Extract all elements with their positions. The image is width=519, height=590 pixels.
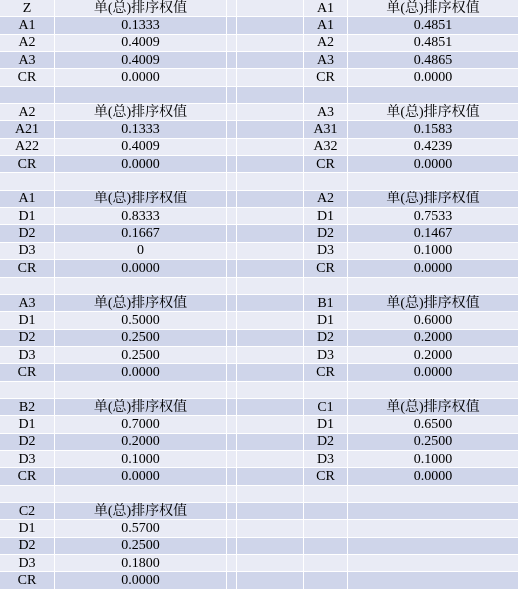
- row-value: 0.7000: [55, 416, 227, 433]
- row-label: CR: [0, 69, 55, 86]
- blank-cell: [304, 503, 348, 520]
- spacer-cell: [237, 330, 304, 347]
- spacer-cell: [227, 312, 237, 329]
- table-header-label: A3: [0, 295, 55, 312]
- row-value: 0.1667: [55, 225, 227, 242]
- spacer-cell: [227, 382, 237, 399]
- spacer-cell: [227, 225, 237, 242]
- spacer-cell: [237, 156, 304, 173]
- blank-cell: [304, 382, 348, 399]
- spacer-cell: [227, 156, 237, 173]
- row-value: 0.4009: [55, 139, 227, 156]
- row-value: 0.0000: [55, 364, 227, 381]
- blank-cell: [237, 382, 304, 399]
- spacer-cell: [237, 347, 304, 364]
- row-label: CR: [304, 364, 348, 381]
- blank-cell: [304, 572, 348, 589]
- blank-cell: [348, 278, 519, 295]
- table-header-label: C2: [0, 503, 55, 520]
- spacer-cell: [227, 191, 237, 208]
- table-header-label: A1: [0, 191, 55, 208]
- row-label: D3: [304, 451, 348, 468]
- row-label: D1: [304, 416, 348, 433]
- row-label: D2: [304, 225, 348, 242]
- blank-cell: [304, 486, 348, 503]
- table-header-label: C1: [304, 399, 348, 416]
- table-header-title: 单(总)排序权值: [348, 0, 519, 17]
- row-value: 0.2000: [348, 330, 519, 347]
- row-value: 0.2500: [55, 538, 227, 555]
- row-value: 0.0000: [55, 260, 227, 277]
- row-value: 0.6000: [348, 312, 519, 329]
- row-value: 0.1000: [348, 451, 519, 468]
- blank-cell: [304, 555, 348, 572]
- row-label: A2: [0, 35, 55, 52]
- row-label: D1: [0, 416, 55, 433]
- row-label: A31: [304, 121, 348, 138]
- blank-cell: [237, 538, 304, 555]
- spacer-cell: [237, 208, 304, 225]
- spacer-cell: [237, 468, 304, 485]
- spacer-cell: [227, 0, 237, 17]
- row-label: CR: [304, 260, 348, 277]
- row-value: 0.8333: [55, 208, 227, 225]
- spacer-cell: [237, 35, 304, 52]
- row-label: D2: [0, 330, 55, 347]
- row-value: 0.0000: [348, 364, 519, 381]
- row-value: 0.4009: [55, 52, 227, 69]
- row-label: CR: [0, 468, 55, 485]
- table-header-label: B1: [304, 295, 348, 312]
- spacer-cell: [237, 451, 304, 468]
- spacer-cell: [237, 399, 304, 416]
- row-label: A21: [0, 121, 55, 138]
- spacer-cell: [237, 0, 304, 17]
- spacer-cell: [237, 225, 304, 242]
- spacer-cell: [237, 139, 304, 156]
- row-label: D1: [304, 312, 348, 329]
- row-label: A32: [304, 139, 348, 156]
- row-value: 0.0000: [55, 572, 227, 589]
- row-value: 0.1333: [55, 121, 227, 138]
- spacer-cell: [237, 52, 304, 69]
- row-label: D3: [304, 243, 348, 260]
- spacer-cell: [227, 260, 237, 277]
- row-label: CR: [0, 260, 55, 277]
- spacer-cell: [227, 538, 237, 555]
- row-label: A1: [304, 17, 348, 34]
- row-value: 0.2500: [55, 347, 227, 364]
- spacer-cell: [237, 121, 304, 138]
- spacer-cell: [237, 364, 304, 381]
- row-label: D2: [0, 538, 55, 555]
- blank-cell: [304, 87, 348, 104]
- table-header-title: 单(总)排序权值: [55, 399, 227, 416]
- row-value: 0.1800: [55, 555, 227, 572]
- blank-cell: [237, 555, 304, 572]
- row-label: D3: [0, 555, 55, 572]
- row-label: D2: [304, 434, 348, 451]
- row-label: D1: [0, 520, 55, 537]
- blank-cell: [237, 87, 304, 104]
- row-label: CR: [0, 364, 55, 381]
- row-value: 0.4851: [348, 17, 519, 34]
- spacer-cell: [227, 572, 237, 589]
- row-value: 0.0000: [55, 468, 227, 485]
- spacer-cell: [237, 243, 304, 260]
- row-label: D1: [304, 208, 348, 225]
- blank-cell: [237, 503, 304, 520]
- row-label: CR: [304, 69, 348, 86]
- blank-cell: [55, 278, 227, 295]
- row-value: 0.1583: [348, 121, 519, 138]
- blank-cell: [348, 503, 519, 520]
- table-header-label: Z: [0, 0, 55, 17]
- table-header-label: A3: [304, 104, 348, 121]
- blank-cell: [348, 538, 519, 555]
- table-header-title: 单(总)排序权值: [348, 104, 519, 121]
- spacer-cell: [227, 278, 237, 295]
- row-value: 0.4009: [55, 35, 227, 52]
- blank-cell: [348, 173, 519, 190]
- blank-cell: [55, 173, 227, 190]
- spacer-cell: [237, 434, 304, 451]
- blank-cell: [237, 572, 304, 589]
- spacer-cell: [237, 191, 304, 208]
- blank-cell: [55, 486, 227, 503]
- spacer-cell: [237, 260, 304, 277]
- table-header-label: A1: [304, 0, 348, 17]
- table-header-title: 单(总)排序权值: [55, 191, 227, 208]
- row-value: 0.4865: [348, 52, 519, 69]
- row-label: A2: [304, 35, 348, 52]
- table-header-title: 单(总)排序权值: [55, 0, 227, 17]
- row-value: 0: [55, 243, 227, 260]
- blank-cell: [348, 87, 519, 104]
- table-header-title: 单(总)排序权值: [348, 191, 519, 208]
- spacer-cell: [237, 295, 304, 312]
- row-label: D2: [0, 434, 55, 451]
- spacer-cell: [227, 555, 237, 572]
- row-label: D2: [0, 225, 55, 242]
- table-header-title: 单(总)排序权值: [348, 295, 519, 312]
- spacer-cell: [227, 503, 237, 520]
- blank-cell: [348, 382, 519, 399]
- spacer-cell: [227, 243, 237, 260]
- blank-cell: [0, 278, 55, 295]
- spacer-cell: [227, 87, 237, 104]
- row-value: 0.2000: [348, 347, 519, 364]
- row-label: D3: [0, 243, 55, 260]
- row-value: 0.0000: [348, 468, 519, 485]
- spacer-cell: [237, 17, 304, 34]
- blank-cell: [0, 486, 55, 503]
- spacer-cell: [227, 208, 237, 225]
- row-label: CR: [0, 572, 55, 589]
- row-label: D2: [304, 330, 348, 347]
- spacer-cell: [227, 364, 237, 381]
- row-label: A3: [304, 52, 348, 69]
- blank-cell: [348, 572, 519, 589]
- blank-cell: [0, 382, 55, 399]
- spacer-cell: [227, 468, 237, 485]
- spacer-cell: [237, 416, 304, 433]
- row-label: A3: [0, 52, 55, 69]
- blank-cell: [237, 173, 304, 190]
- spacer-cell: [227, 451, 237, 468]
- row-value: 0.0000: [55, 69, 227, 86]
- row-label: D1: [0, 312, 55, 329]
- blank-cell: [348, 520, 519, 537]
- table-header-title: 单(总)排序权值: [55, 295, 227, 312]
- row-label: A1: [0, 17, 55, 34]
- spacer-cell: [227, 104, 237, 121]
- row-value: 0.2500: [55, 330, 227, 347]
- spacer-cell: [237, 312, 304, 329]
- table-header-label: A2: [0, 104, 55, 121]
- spacer-cell: [227, 173, 237, 190]
- row-value: 0.1000: [348, 243, 519, 260]
- row-label: D3: [0, 451, 55, 468]
- spacer-cell: [237, 104, 304, 121]
- blank-cell: [348, 486, 519, 503]
- spacer-cell: [227, 486, 237, 503]
- row-value: 0.0000: [55, 156, 227, 173]
- blank-cell: [237, 520, 304, 537]
- spacer-cell: [237, 69, 304, 86]
- table-header-title: 单(总)排序权值: [55, 104, 227, 121]
- spacer-cell: [227, 330, 237, 347]
- spacer-cell: [227, 520, 237, 537]
- blank-cell: [55, 382, 227, 399]
- spacer-cell: [227, 399, 237, 416]
- spacer-cell: [227, 434, 237, 451]
- blank-cell: [55, 87, 227, 104]
- row-value: 0.0000: [348, 260, 519, 277]
- row-label: CR: [0, 156, 55, 173]
- row-value: 0.4851: [348, 35, 519, 52]
- spacer-cell: [227, 416, 237, 433]
- table-header-title: 单(总)排序权值: [348, 399, 519, 416]
- row-value: 0.0000: [348, 69, 519, 86]
- blank-cell: [304, 538, 348, 555]
- blank-cell: [348, 555, 519, 572]
- row-value: 0.4239: [348, 139, 519, 156]
- spacer-cell: [227, 35, 237, 52]
- blank-cell: [0, 87, 55, 104]
- blank-cell: [237, 486, 304, 503]
- row-label: D1: [0, 208, 55, 225]
- row-value: 0.2000: [55, 434, 227, 451]
- blank-cell: [304, 278, 348, 295]
- blank-cell: [237, 278, 304, 295]
- spacer-cell: [227, 69, 237, 86]
- table-header-label: A2: [304, 191, 348, 208]
- spacer-cell: [227, 121, 237, 138]
- spacer-cell: [227, 52, 237, 69]
- row-value: 0.2500: [348, 434, 519, 451]
- spacer-cell: [227, 347, 237, 364]
- row-value: 0.1333: [55, 17, 227, 34]
- row-value: 0.7533: [348, 208, 519, 225]
- row-label: D3: [304, 347, 348, 364]
- spacer-cell: [227, 17, 237, 34]
- blank-cell: [304, 173, 348, 190]
- blank-cell: [304, 520, 348, 537]
- row-label: CR: [304, 468, 348, 485]
- row-value: 0.0000: [348, 156, 519, 173]
- table-header-title: 单(总)排序权值: [55, 503, 227, 520]
- blank-cell: [0, 173, 55, 190]
- row-value: 0.1467: [348, 225, 519, 242]
- spacer-cell: [227, 295, 237, 312]
- row-value: 0.5000: [55, 312, 227, 329]
- spacer-cell: [227, 139, 237, 156]
- row-label: CR: [304, 156, 348, 173]
- row-value: 0.1000: [55, 451, 227, 468]
- table-header-label: B2: [0, 399, 55, 416]
- row-value: 0.5700: [55, 520, 227, 537]
- row-value: 0.6500: [348, 416, 519, 433]
- row-label: A22: [0, 139, 55, 156]
- row-label: D3: [0, 347, 55, 364]
